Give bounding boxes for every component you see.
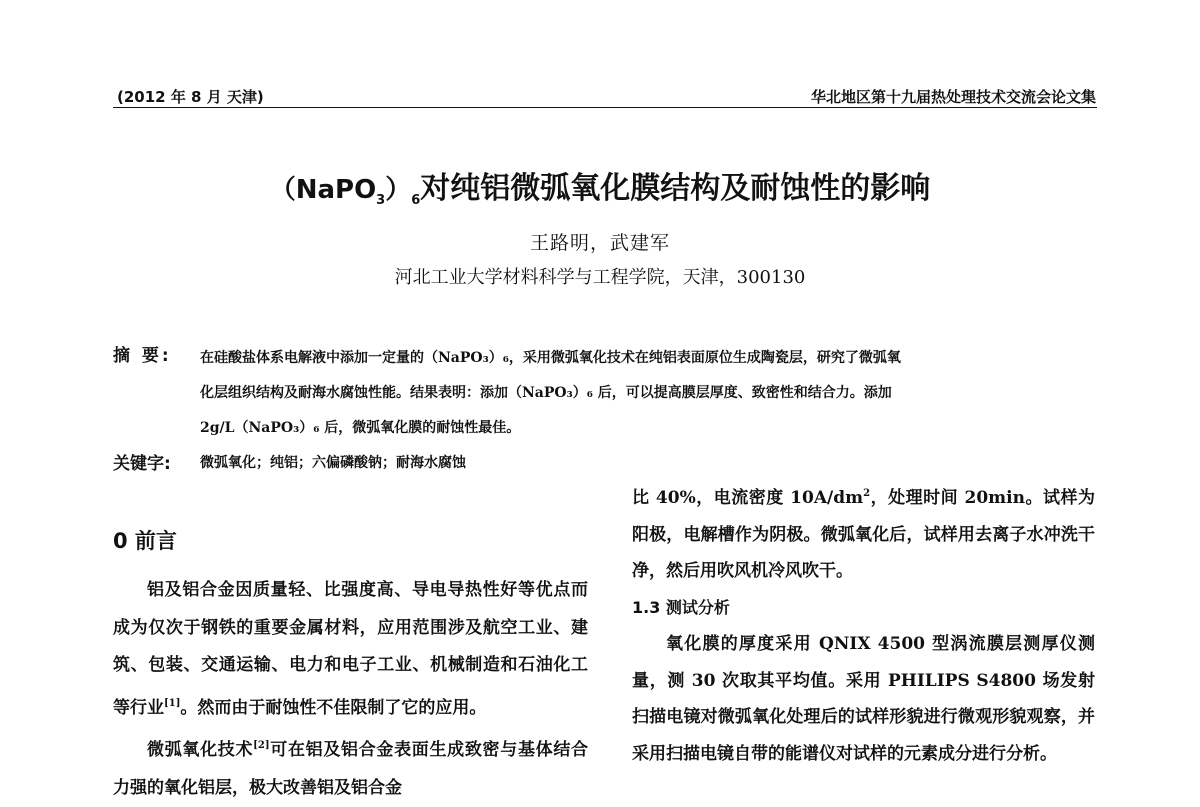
header-conference-date: (2012 年 8 月 天津) [117,88,264,106]
unit-superscript: 2 [863,488,871,499]
testing-paragraph: 氧化膜的厚度采用 QNIX 4500 型涡流膜层测厚仪测量，测 30 次取其平均值。采用 PHILIPS S4800 场发射扫描电镜对微弧氧化处理后的试样形貌进行微观形貌观察，并采用扫描电镜自带的能谱仪对试样的元素成分进行分析。 [632,634,1095,764]
title-subscript-3: 3 [376,193,386,208]
left-column [113,572,588,807]
keywords-text: 微弧氧化；纯铝；六偏磷酸钠；耐海水腐蚀 [200,455,466,471]
process-paragraph [632,476,1095,590]
process-text-end: ，处理时间 20min。试样为阳极，电解槽作为阴极。微弧氧化后，试样用去离子水冲洗干净，然后用吹风机冷风吹干。 [632,488,1095,581]
intro-text: 微弧氧化技术 [147,740,254,760]
header-divider [113,107,1097,108]
intro-text-end: 。然而由于耐蚀性不佳限制了它的应用。 [180,697,487,718]
title-close-paren: ） [385,175,412,205]
intro-text: 铝及铝合金因质量轻、比强度高、导电导热性好等优点而成为仅次于钢铁的重要金属材料，应用范围涉及航空工业、建筑、包装、交通运输、电力和电子工业、机械制造和石油化工等行业 [113,580,588,718]
title-subscript-6: 6 [411,193,421,208]
intro-paragraph [113,572,588,727]
paper-title [0,163,1200,208]
title-text: 对纯铝微弧氧化膜结构及耐蚀性的影响 [420,171,931,206]
affiliation: 河北工业大学材料科学与工程学院，天津，300130 [394,267,806,288]
process-text: 比 40%，电流密度 10A/dm [632,488,864,508]
subsection-heading-testing: 1.3 测试分析 [632,597,730,617]
abstract-label: 摘 要: [113,346,172,366]
citation-ref: [2] [253,740,270,751]
intro-paragraph [113,727,588,807]
abstract-line: 化层组织结构及耐海水腐蚀性能。结果表明：添加（NaPO₃）₆ 后，可以提高膜层厚度、致密性和结合力。添加 [200,385,892,401]
section-heading-introduction: 0 前言 [113,529,177,553]
authors: 王路明，武建军 [529,232,670,254]
keywords-label: 关键字: [113,454,171,474]
abstract-body [200,341,1095,446]
header-proceedings-title: 华北地区第十九届热处理技术交流会论文集 [810,88,1096,106]
intro-text-end: 可在铝及铝合金表面生成致密与基体结合力强的氧化铝层，极大改善铝及铝合金 [113,740,589,798]
citation-ref: [1] [164,697,181,709]
right-column [632,476,1095,772]
abstract-line: 2g/L（NaPO₃）₆ 后，微弧氧化膜的耐蚀性最佳。 [200,420,521,436]
abstract-line: 在硅酸盐体系电解液中添加一定量的（NaPO₃）₆，采用微弧氧化技术在纯铝表面原位生成陶瓷层，研究了微弧氧 [200,350,901,366]
title-prefix: （NaPO [269,175,377,205]
